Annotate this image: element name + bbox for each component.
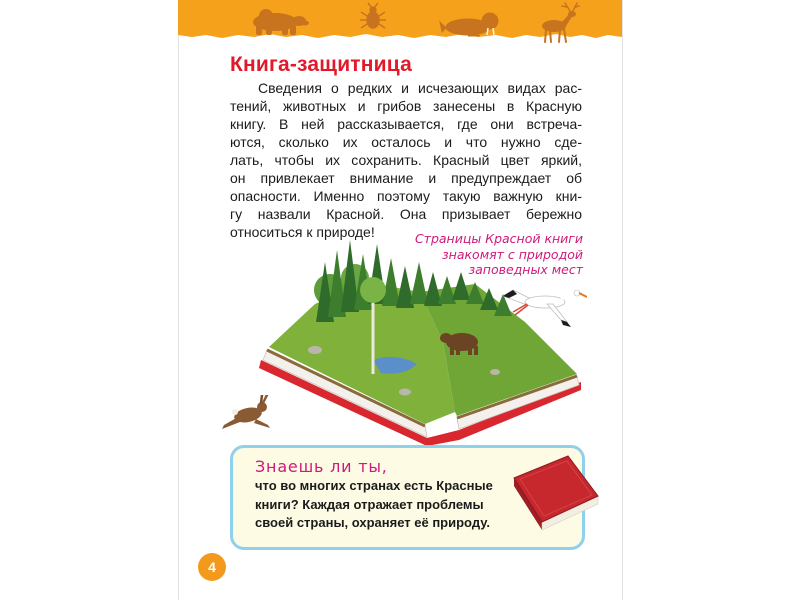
fact-line: своей страны, охраняет её природу. [255,515,490,530]
hare-illustration [220,395,275,431]
stork-illustration [503,282,587,328]
paragraph-line: ются, сколько их осталось и что нужно сде- [230,134,582,150]
paragraph-line: он привлекает внимание и предупреждает об [230,170,582,186]
paragraph-line: опасности. Именно поэтому такую важную кни- [230,188,582,204]
paragraph-line: книгу. В ней рассказывается, где они встреча- [230,116,582,132]
paragraph-line: гу назвали Красной. Она призывает бережно [230,206,582,222]
page-number-badge: 4 [198,553,226,581]
paragraph-line: лать, чтобы их сохранить. Красный цвет яркий, [230,152,582,168]
header-band [178,0,622,46]
paragraph-line: относиться к природе! [230,224,375,240]
paragraph-line: Сведения о редких и исчезающих видах рас- [258,80,582,96]
caption-line: знакомят с природой [442,246,583,262]
article-body [230,79,582,241]
did-you-know-text [255,477,493,533]
paragraph-line: тений, животных и грибов занесены в Красную [230,98,582,114]
did-you-know-heading: Знаешь ли ты, [255,457,388,476]
open-book-forest-illustration [255,232,585,447]
red-book-illustration [508,452,600,538]
fact-line: книги? Каждая отражает проблемы [255,496,484,512]
caption-line: Страницы Красной книги [414,231,583,246]
caption-line: заповедных мест [468,262,583,277]
page-title: Книга-защитница [230,53,413,76]
fact-line: что во многих странах есть Красные [255,478,493,493]
